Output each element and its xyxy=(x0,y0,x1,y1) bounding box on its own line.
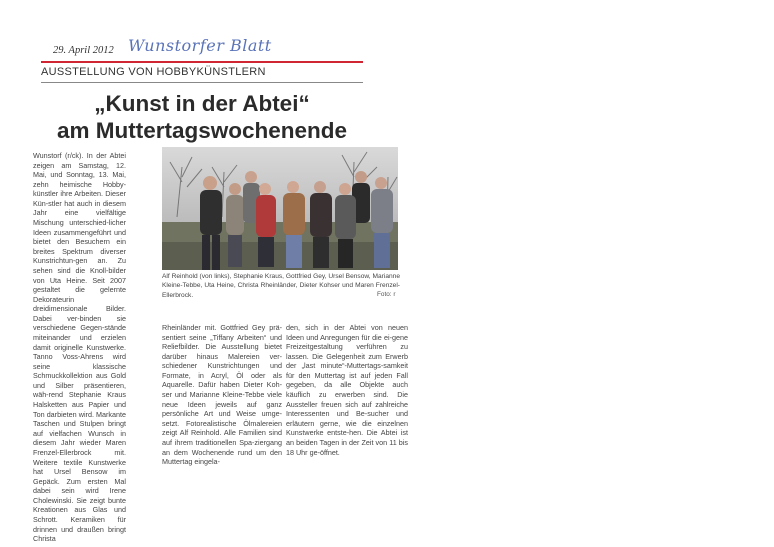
accent-rule xyxy=(41,61,363,63)
topic-line: AUSSTELLUNG VON HOBBYKÜNSTLERN xyxy=(41,66,266,78)
article-headline xyxy=(41,90,363,144)
article-column-3 xyxy=(286,323,408,457)
publication-date: 29. April 2012 xyxy=(53,45,114,56)
headline-line-1: „Kunst in der Abtei“ xyxy=(94,91,310,116)
group-photo xyxy=(162,147,398,270)
article-column-2 xyxy=(162,323,282,467)
newspaper-clipping xyxy=(33,36,413,544)
article-column-1 xyxy=(33,151,126,544)
photo-credit: Foto: r xyxy=(377,291,396,298)
divider-rule xyxy=(41,82,363,83)
headline-line-2: am Muttertagswochenende xyxy=(56,118,348,143)
column-1-text: Wunstorf (r/ck). In der Abtei zeigen am Samstag, 12. Mai, und Sonntag, 13. Mai, zehn heimische Hobby-künstler ihre Arbeiten. Dieser Kün-stler hat auch in diesem Jahr eine vielfältige Mischung unterschied-licher Ideen zusammengeführt und bietet den Besuchern ein breites Spektrum diverser Kunstrichtun-gen an. Zu sehen sind die Knoll-bilder von Uta Heine. Seit 2007 gestaltet die gelernte Dekorateurin dreidimensionale Bilder. Dabei ver-binden sie verschiedene Gegen-stände miteinander und erzielen damit originelle Kunstwerke. Tanno Voss-Ahrens wird seine klassische Schmuckkollektion aus Gold und Silber präsentieren, wäh-rend Stephanie Kraus Halsketten aus Papier und Ton darbieten wird. Markante Taschen und Stulpen bringt auf vielfachen Wunsch in diesem Jahr wieder Maren Frenzel-Ellerbrock mit. Weitere textile Kunstwerke hat Ursel Bensow im Gepäck. Zum ersten Mal dabei sein wird Irene Cholewinski. Sie zeigt bunte Kreationen aus Glas und Schrott. Keramiken für drinnen und draußen bringt Christa xyxy=(33,151,126,544)
column-3-text: den, sich in der Abtei von neuen Ideen und Anregungen für die ei-gene Freizeitgestaltung verführen zu lassen. Die Gelegenheit zum Erwerb der „last minute“-Muttertags-samkeit für den Muttertag ist auf jeden Fall gegeben, da alle Objekte auch käuflich zu erwerben sind. Die Aussteller freuen sich auf zahlreiche Interessenten und Be-sucher und erläutern gerne, wie die einzelnen Kunstwerke entste-hen. Die Abtei ist an beiden Tagen in der Zeit von 11 bis 18 Uhr ge-öffnet. xyxy=(286,323,408,457)
newspaper-masthead: Wunstorfer Blatt xyxy=(128,36,272,55)
column-2-text: Rheinländer mit. Gottfried Gey prä-sentiert seine „Tiffany Arbeiten“ und Reliefbilder. Die Ausstellung bietet darüber hinaus Malereien ver-schiedener Kunstrichtungen und Formate, in Acryl, Öl oder als Aquarelle. Dafür haben Dieter Koh-ser und Marianne Kleine-Tebbe viele neue Ideen jeweils auf ganz persönliche Art und Weise umge-setzt. Fotorealistische Ölmalereien zeigt Alf Reinhold. Alle Familien sind auf ihrem traditionellen Spa-ziergang an dem Wochenende rund um den Muttertag eingela- xyxy=(162,323,282,467)
photo-caption: Alf Reinhold (von links), Stephanie Kraus, Gottfried Gey, Ursel Bensow, Marianne Kleine-Tebbe, Uta Heine, Christa Rheinländer, Dieter Kohser und Maren Frenzel-Ellerbrock. xyxy=(162,273,400,299)
